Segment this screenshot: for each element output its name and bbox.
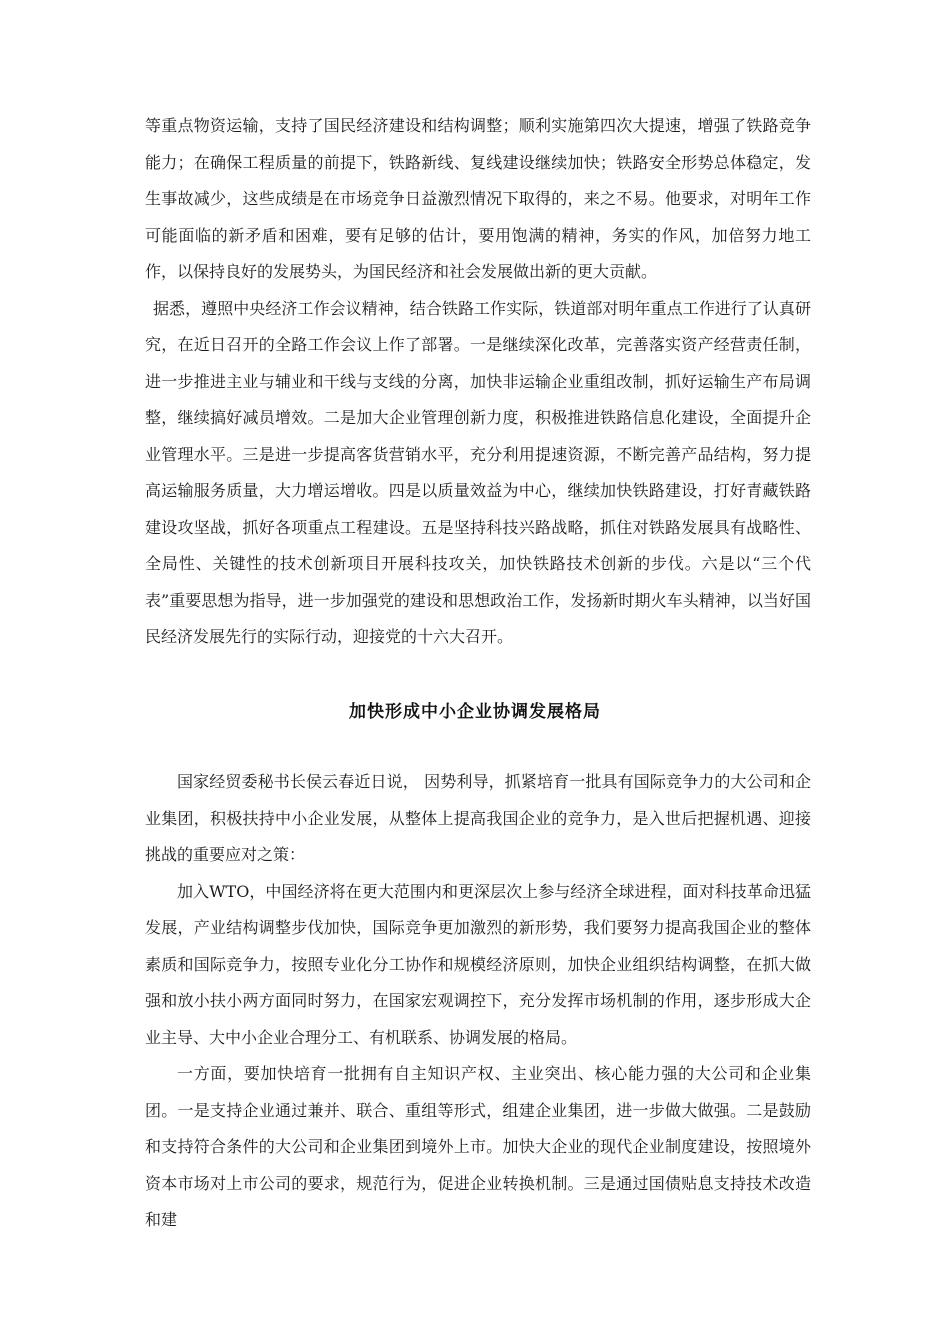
article-title: 加快形成中小企业协调发展格局	[349, 702, 601, 722]
paragraph: 国家经贸委秘书长侯云春近日说， 因势利导，抓紧培育一批具有国际竞争力的大公司和企业集团，积极扶持中小企业发展，从整体上提高我国企业的竞争力，是入世后把握机遇、迎接挑战的重要应对之策：	[145, 772, 811, 864]
paragraph: 一方面，要加快培育一批拥有自主知识产权、主业突出、核心能力强的大公司和企业集团。一是支持企业通过兼并、联合、重组等形式，组建企业集团，进一步做大做强。二是鼓励和支持符合条件的大公司和企业集团到境外上市。加快大企业的现代企业制度建设，按照境外资本市场对上市公司的要求，规范行为，促进企业转换机制。三是通过国债贴息支持技术改造和建	[145, 1064, 811, 1229]
article-body	[145, 764, 811, 1239]
paragraph: 等重点物资运输，支持了国民经济建设和结构调整；顺利实施第四次大提速，增强了铁路竞争能力；在确保工程质量的前提下，铁路新线、复线建设继续加快；铁路安全形势总体稳定，发生事故减少，这些成绩是在市场竞争日益激烈情况下取得的，来之不易。他要求，对明年工作可能面临的新矛盾和困难，要有足够的估计，要用饱满的精神，务实的作风，加倍努力地工作，以保持良好的发展势头，为国民经济和社会发展做出新的更大贡献。	[145, 116, 811, 281]
paragraph: 据悉，遵照中央经济工作会议精神，结合铁路工作实际，铁道部对明年重点工作进行了认真研究，在近日召开的全路工作会议上作了部署。一是继续深化改革，完善落实资产经营责任制，进一步推进主业与辅业和干线与支线的分离，加快非运输企业重组改制，抓好运输生产布局调整，继续搞好减员增效。二是加大企业管理创新力度，积极推进铁路信息化建设，全面提升企业管理水平。三是进一步提高客货营销水平，充分利用提速资源，不断完善产品结构，努力提高运输服务质量，大力增运增收。四是以质量效益为中心，继续加快铁路建设，打好青藏铁路建设攻坚战，抓好各项重点工程建设。五是坚持科技兴路战略，抓住对铁路发展具有战略性、全局性、关键性的技术创新项目开展科技攻关，加快铁路技术创新的步伐。六是以“三个代表”重要思想为指导，进一步加强党的建设和思想政治工作，发扬新时期火车头精神，以当好国民经济发展先行的实际行动，迎接党的十六大召开。	[145, 298, 811, 646]
continued-text-block	[145, 108, 811, 656]
paragraph: 加入WTO，中国经济将在更大范围内和更深层次上参与经济全球进程，面对科技革命迅猛发展，产业结构调整步伐加快，国际竞争更加激烈的新形势，我们要努力提高我国企业的整体素质和国际竞争力，按照专业化分工协作和规模经济原则，加快企业组织结构调整，在抓大做强和放小扶小两方面同时努力，在国家宏观调控下，充分发挥市场机制的作用，逐步形成大企业主导、大中小企业合理分工、有机联系、协调发展的格局。	[145, 881, 811, 1047]
